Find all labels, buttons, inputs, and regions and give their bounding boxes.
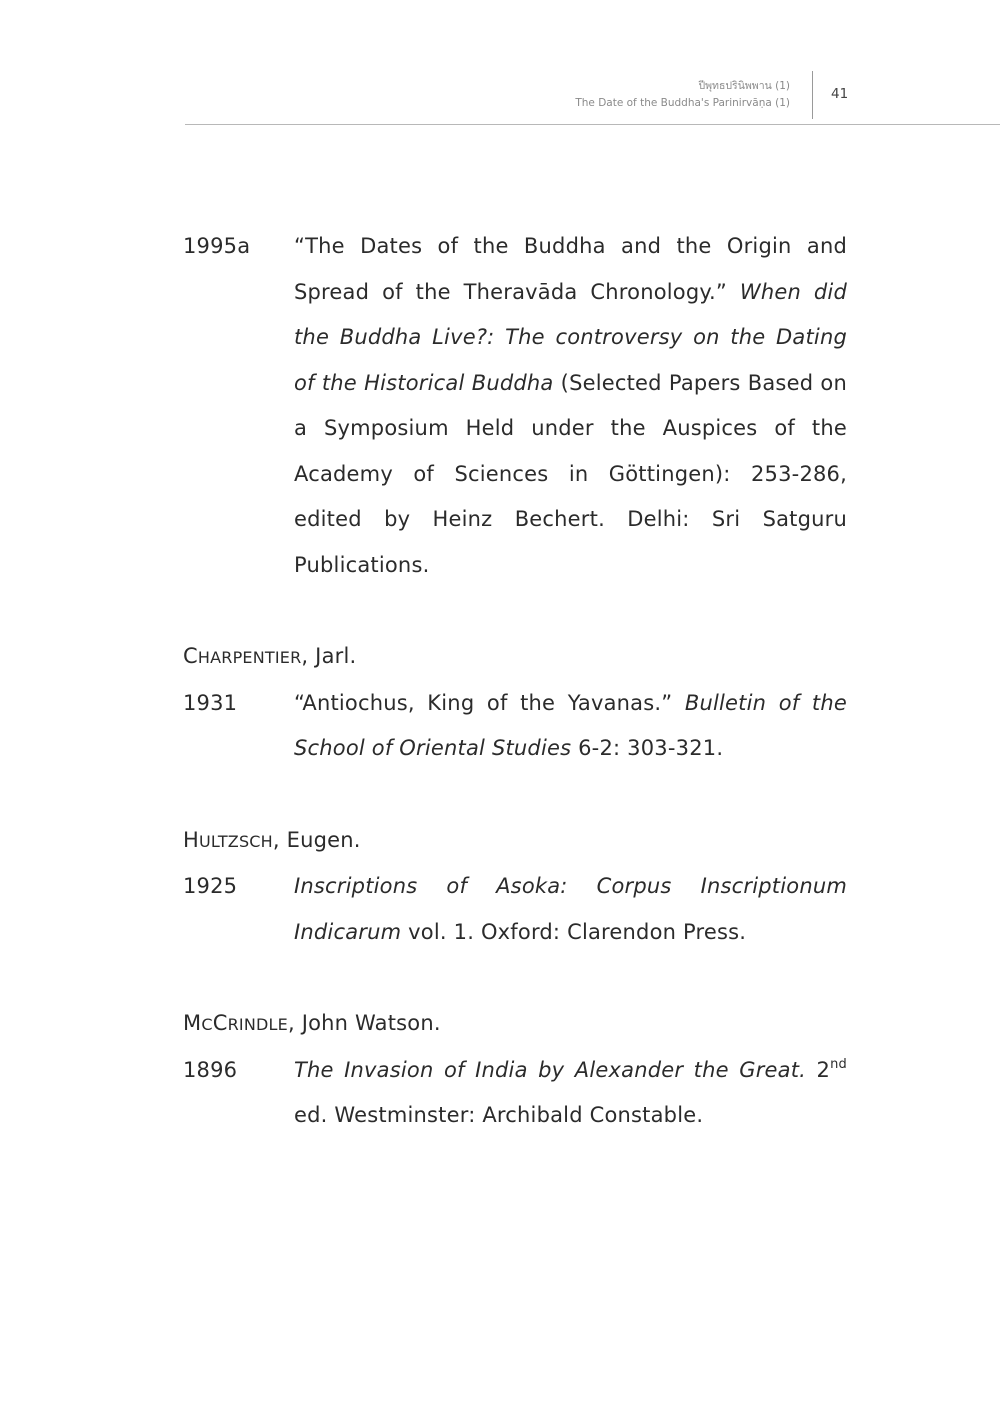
entry-book-title: The Invasion of India by Alexander the Great. xyxy=(294,1057,807,1082)
entry-journal-title: Bulletin of the School of Oriental Studies xyxy=(294,690,847,760)
running-head-thai: ปีพุทธปรินิพพาน (1) xyxy=(698,80,790,92)
entry-details: (Selected Papers Based on a Symposium Held under the Auspices of the Academy of Sciences in Göttingen): 253-286, edited by Heinz Bechert. Delhi: Sri Satguru Publications. xyxy=(294,370,847,577)
entry-details: 6-2: 303-321. xyxy=(571,736,724,760)
author-given-name: , Eugen. xyxy=(272,827,361,852)
author-mccrindle xyxy=(183,1001,847,1048)
entry-year: 1995a xyxy=(183,234,251,258)
entry-1896 xyxy=(183,1048,847,1139)
entry-text xyxy=(294,224,847,588)
entry-book-title: When did the Buddha Live?: The controversy on the Dating of the Historical Buddha xyxy=(294,279,847,395)
entry-text xyxy=(294,1048,847,1139)
entry-1931 xyxy=(183,681,847,772)
author-initial: C xyxy=(183,644,198,668)
author-initial: M xyxy=(183,1011,202,1035)
entry-text xyxy=(294,864,847,955)
author-surname: HARPENTIER xyxy=(197,648,302,667)
author-surname-part: C xyxy=(201,1015,213,1034)
entry-title: “Antiochus, King of the Yavanas.” xyxy=(294,690,685,715)
author-initial-2: C xyxy=(212,1011,228,1035)
entry-details: ed. Westminster: Archibald Constable. xyxy=(294,1103,704,1127)
author-given-name: , John Watson. xyxy=(287,1011,441,1035)
entry-year: 1925 xyxy=(183,874,238,898)
entry-details: vol. 1. Oxford: Clarendon Press. xyxy=(401,919,747,944)
header-divider xyxy=(812,71,813,119)
bibliography xyxy=(183,224,847,1139)
running-head xyxy=(575,78,790,112)
entry-year: 1931 xyxy=(183,690,238,715)
entry-book-title: Inscriptions of Asoka: Corpus Inscriptionum Indicarum xyxy=(294,874,847,944)
author-surname: ULTZSCH xyxy=(199,831,273,851)
author-given-name: , Jarl. xyxy=(301,644,357,668)
header-rule xyxy=(185,124,1000,125)
entry-edition-number: 2 xyxy=(806,1057,831,1082)
entry-edition-suffix: nd xyxy=(830,1056,848,1072)
author-surname: RINDLE xyxy=(227,1015,288,1034)
page-number: 41 xyxy=(831,86,849,102)
entry-text xyxy=(294,681,847,772)
running-head-english: The Date of the Buddha's Parinirvāṇa (1) xyxy=(575,97,790,109)
author-initial: H xyxy=(183,827,199,852)
author-charpentier xyxy=(183,634,847,681)
entry-year: 1896 xyxy=(183,1057,238,1082)
entry-1925 xyxy=(183,864,847,955)
entry-title: “The Dates of the Buddha and the Origin and Spread of the Theravāda Chronology.” xyxy=(294,234,847,304)
author-hultzsch xyxy=(183,818,847,865)
entry-1995a xyxy=(183,224,847,588)
